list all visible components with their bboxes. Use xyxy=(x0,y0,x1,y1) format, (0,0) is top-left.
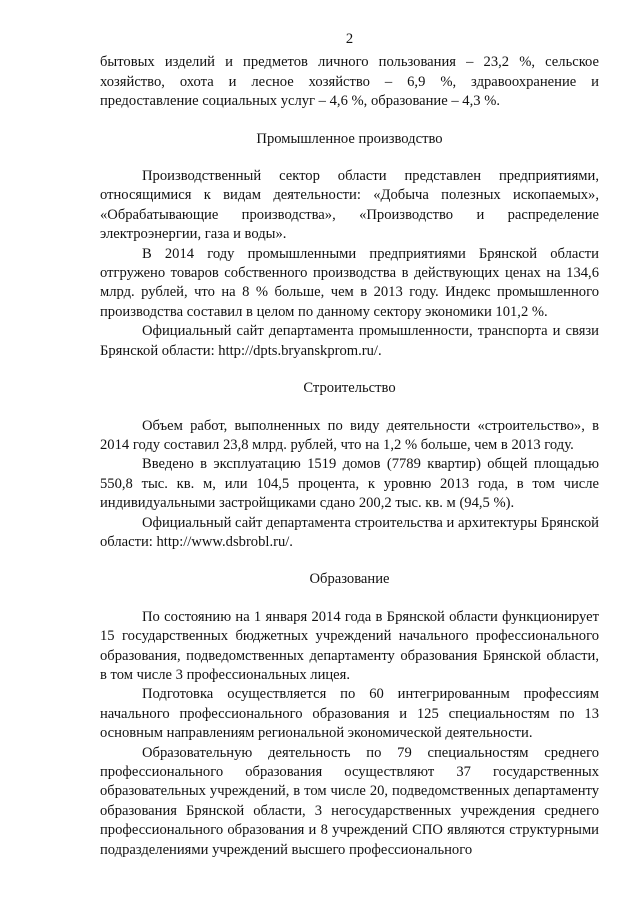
paragraph: Введено в эксплуатацию 1519 домов (7789 квартир) общей площадью 550,8 тыс. кв. м, или 104,5 процента, к уровню 2013 года, в том числе индивидуальными застройщиками сдано 200,2 тыс. кв. м (94,5 %). xyxy=(100,456,599,512)
document-page xyxy=(100,30,599,860)
section-title-industry: Промышленное производство xyxy=(256,130,443,147)
paragraph: Объем работ, выполненных по виду деятельности «строительство», в 2014 году составил 23,8 млрд. рублей, что на 1,2 % больше, чем в 2013 году. xyxy=(100,417,599,453)
paragraph: Подготовка осуществляется по 60 интегрированным профессиям начального профессионального образования и 125 специальностям по 13 основным направлениям региональной экономической деятельности. xyxy=(100,686,599,742)
section-title-construction: Строительство xyxy=(303,380,396,397)
paragraph: В 2014 году промышленными предприятиями Брянской области отгружено товаров собственного производства в действующих ценах на 134,6 млрд. рублей, что на 8 % больше, чем в 2013 году. Индекс промышленного производства составил в целом по данному сектору экономики 101,2 %. xyxy=(100,245,599,320)
paragraph: По состоянию на 1 января 2014 года в Брянской области функционирует 15 государственных бюджетных учреждений начального профессионального образования, подведомственных департаменту образования Брянской области, в том числе 3 профессиональных лицея. xyxy=(100,608,599,683)
paragraph: Официальный сайт департамента промышленности, транспорта и связи Брянской области: http://dpts.bryanskprom.ru/. xyxy=(100,323,599,359)
page-number: 2 xyxy=(345,31,354,47)
paragraph: Образовательную деятельность по 79 специальностям среднего профессионального образования осуществляют 37 государственных образовательных учреждений, в том числе 20, подведомственных департаменту образования Брянской области, 3 негосударственных учреждения среднего профессионального образования и 8 учреждений СПО являются структурными подразделениями учреждений высшего профессионального xyxy=(100,744,599,858)
intro-paragraph: бытовых изделий и предметов личного пользования – 23,2 %, сельское хозяйство, охота и лесное хозяйство – 6,9 %, здравоохранение и предоставление социальных услуг – 4,6 %, образование – 4,3 %. xyxy=(100,54,599,110)
paragraph: Официальный сайт департамента строительства и архитектуры Брянской области: http://www.dsbrobl.ru/. xyxy=(100,514,599,550)
section-title-education: Образование xyxy=(309,571,390,588)
paragraph: Производственный сектор области представлен предприятиями, относящимися к видам деятельности: «Добыча полезных ископаемых», «Обрабатывающие производства», «Производство и распределение электроэнергии, газа и воды». xyxy=(100,168,599,243)
